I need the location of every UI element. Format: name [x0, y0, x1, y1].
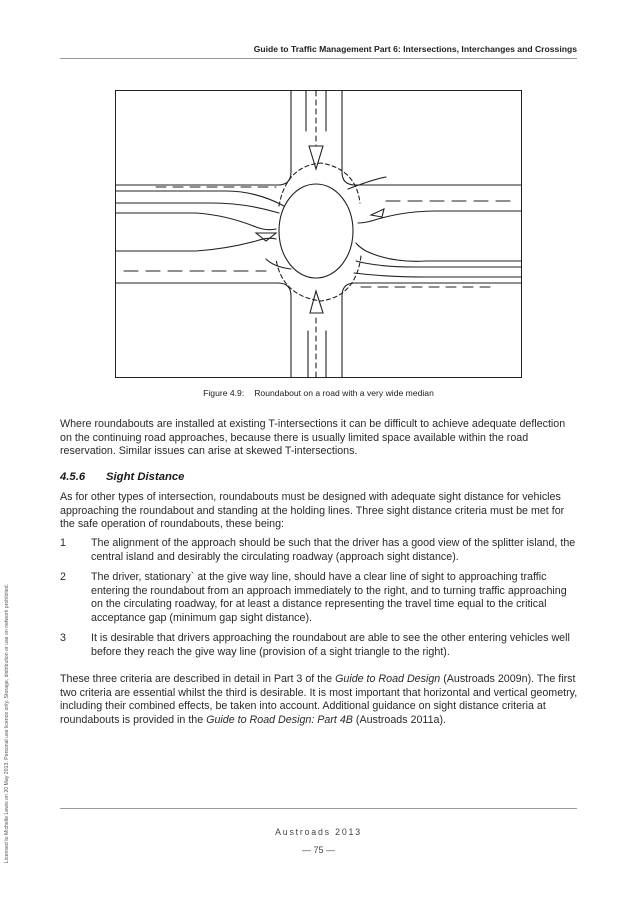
- criteria-number: 3: [60, 632, 66, 644]
- left-top-lane-2: [116, 203, 279, 213]
- splitter-island-right: [371, 209, 384, 217]
- paragraph-intro: Where roundabouts are installed at existing T-intersections it can be difficult to achieve adequate deflection on the continuing road approaches, because there is usually limited space available within the road reservation. Similar issues can arise at skewed T-intersections.: [60, 418, 566, 458]
- right-bottom-lane-2: [354, 273, 521, 277]
- paragraph-sight-intro: As for other types of intersection, roundabouts must be designed with adequate sight distance for vehicles approaching the roundabout and standing at the holding lines. Three sight distance criteria must be met for the safe operation of roundabouts, these being:: [60, 491, 565, 531]
- footer-rule: [60, 808, 577, 809]
- section-title: Sight Distance: [106, 471, 185, 483]
- left-median-lower: [116, 238, 276, 251]
- figure-number: Figure 4.9:: [203, 388, 245, 398]
- road-edge-top-right: [342, 91, 521, 185]
- criteria-text: It is desirable that drivers approaching the roundabout are able to see the other entering vehicles well before they reach the give way line (provision of a sight triangle to the right).: [91, 632, 570, 658]
- paragraph-conclusion: [60, 673, 578, 727]
- left-top-lane-1: [116, 191, 284, 206]
- criteria-text: The alignment of the approach should be such that the driver has a good view of the splitter island, the central island and desirably the circulating roadway (approach sight distance).: [91, 537, 576, 563]
- central-island: [279, 184, 353, 278]
- criteria-number: 1: [60, 537, 66, 549]
- roundabout-figure: [115, 90, 522, 378]
- footer-organisation: Austroads 2013: [275, 827, 362, 837]
- right-median-lower: [356, 243, 521, 261]
- figure-caption-text: Roundabout on a road with a very wide median: [254, 388, 434, 398]
- section-number: 4.5.6: [60, 471, 86, 483]
- conclusion-text-a: These three criteria are described in detail in Part 3 of the: [60, 673, 336, 685]
- licence-side-note: Licensed to Michelle Lewis on 20 May 2013. Personal use licence only. Storage, distribution or use on network prohibited.: [4, 583, 10, 863]
- criteria-number: 2: [60, 571, 66, 583]
- conclusion-text-b: (Austroads 2009n). The first two criteria are essential whilst the third is desirable. It is most important that horizontal and vertical geometry, including their combined effects, be taken into account. Additional guidance on sight distance criteria at roundabouts is provided in the: [60, 673, 578, 726]
- road-edge-top-left: [116, 91, 291, 185]
- roundabout-diagram: [116, 91, 521, 377]
- running-header: Guide to Traffic Management Part 6: Intersections, Interchanges and Crossings: [253, 44, 577, 54]
- left-median-upper: [116, 213, 276, 230]
- splitter-island-top: [309, 146, 323, 169]
- reference-guide-to-road-design: Guide to Road Design: [335, 673, 441, 685]
- road-edge-bottom-left: [116, 283, 291, 377]
- right-bottom-lane-1: [356, 261, 521, 267]
- page-number: — 75 —: [301, 845, 335, 855]
- figure-caption: [0, 388, 637, 398]
- criteria-text: The driver, stationary` at the give way line, should have a clear line of sight to approaching traffic entering the roundabout from an approach immediately to the right, and to turning traffic approaching on the circulating roadway, for at least a distance representing the travel time equal to the critical acceptance gap (minimum gap sight distance).: [91, 571, 567, 624]
- section-heading: [60, 471, 184, 483]
- road-edge-bottom-right: [342, 283, 521, 377]
- reference-part-4b: Guide to Road Design: Part 4B: [206, 713, 353, 726]
- splitter-island-bottom: [310, 291, 323, 313]
- conclusion-text-c: (Austroads 2011a).: [352, 713, 446, 726]
- header-rule: [60, 58, 577, 59]
